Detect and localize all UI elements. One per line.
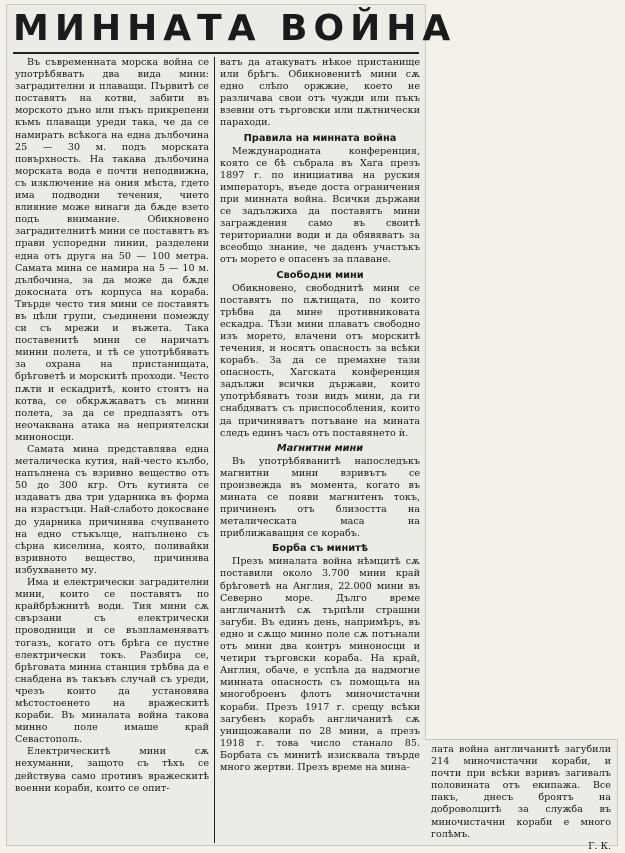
paragraph: Електрическитѣ мини сѫ нехуманни, защото съ тѣхъ се действува само противъ вражескитѣ военни кораби, които се опит- (15, 746, 209, 794)
paragraph: Въ употрѣбяванитѣ напоследъкъ магнитни мини взривътъ се произвежда въ момента, когато въ мината се появи магнитенъ токъ, причиненъ отъ близостта на металическата маса на приближаващия се корабъ. (220, 455, 420, 540)
section-title-magnetic-mines: Магнитни мини (276, 442, 364, 454)
paragraph: Има и електрически заградителни мини, които се поставятъ по крайбрѣжнитѣ води. Тия мини сѫ свързани съ електрически проводници и се възпламеняватъ тогазъ, когато отъ брѣга се пустне електрически токъ. Разбира се, брѣговата минна станция трѣбва да е снабдена въ такъвъ случай съ уреди, чрезъ които да установява мѣстостоенето на вражескитѣ кораби. Въ миналата война такова минно поле имаше край Севастополь. (15, 577, 209, 746)
article-headline: МИННАТА ВОЙНА (13, 8, 457, 49)
column-middle (220, 57, 420, 843)
clipping-continuation-sheet (425, 739, 618, 852)
column-continuation (431, 744, 611, 852)
paragraph: ватъ да атакуватъ нѣкое пристанище или брѣгъ. Обикновенитѣ мини сѫ едно слѣпо оржжие, което не различава свои отъ чужди или пъкъ взевни отъ търговски или пѫтнически параходи. (220, 57, 420, 129)
newspaper-clipping (6, 4, 618, 852)
paragraph: Самата мина представлява една металическа кутия, най-често кълбо, напълнена съ взривно вещество отъ 50 до 300 кгр. Отъ кутията се издаватъ два три ударника въ форма на израстъци. Най-слабото докосване до ударника причинява счупването на едно стъкълце, напълнено съ сѣрна киселина, която, поливайки взривното вещество, причинява избухването му. (15, 444, 209, 576)
paragraph: Презъ миналата война нѣмцитѣ сѫ поставили около 3.700 мини край брѣговетѣ на Англия, 22.000 мини въ Северно море. Дълго време англичанитѣ сѫ търпѣли страшни загуби. Въ единъ день, напримѣръ, въ едно и сѫщо минно поле сѫ потънали отъ мини два контръ миноносци и четири търговски кораба. На край, Англия, обаче, е успѣла да надмогне минната опасность съ помощьта на многоброенъ флотъ миночистачни кораби. Презъ 1917 г. срещу всѣки загубенъ корабъ англичанитѣ сѫ унищожавали по 28 мини, а презъ 1918 г. това число станало 85. Борбата съ минитѣ изисквала твърде много жертви. Презъ време на мина- (220, 556, 420, 773)
clipping-main-sheet (6, 4, 457, 846)
section-title-free-mines: Свободни мини (276, 269, 364, 281)
section-title-rules: Правила на минната война (243, 132, 397, 144)
column-left (15, 57, 209, 843)
author-signature: Г. К. (588, 840, 611, 852)
paragraph: Обикновено, свободнитѣ мини се поставятъ по пѫтищата, по които трѣбва да мине противниковата ескадра. Тѣзи мини плаватъ свободно изъ морето, влачени отъ морскитѣ течения, и носятъ опасность за всѣки корабъ. За да се премахне тази опасность, Хагската конференция задължи всички държави, които употрѣбяватъ този видъ мини, да ги снабдяватъ съ приспособления, които да причиняватъ потъване на мината следъ единъ часъ отъ поставянето ѝ. (220, 282, 420, 439)
section-title-fight-mines: Борба съ минитѣ (271, 543, 369, 555)
paragraph: Международната конференция, която се бѣ събрала въ Хага презъ 1897 г. по инициатива на руския императоръ, въеде доста ограничения при минната война. Всички държави се задължиха да поставятъ мини заграждения само въ своитѣ териториални води и да обявяватъ за всеобщо знание, че даденъ участъкъ отъ морето е опасенъ за плаване. (220, 145, 420, 266)
paragraph: лата война англичанитѣ загубили 214 миночистачни кораби, и почти при всѣки взривъ загивалъ половината отъ екипажа. Все пакъ, днесъ броятъ на доброволцитѣ за служба въ миночистачни кораби е много голѣмъ. (431, 744, 611, 840)
headline-rule (13, 52, 419, 54)
column-divider (214, 57, 215, 843)
paragraph: Въ съвременната морска война се употрѣбяватъ два вида мини: заградителни и плаващи. Първитѣ се поставятъ на котви, забити въ морското дъно или пъкъ прикрепени къмъ плаващи уреди така, че да се намиратъ всѣкога на една дълбочина 25 — 30 м. подъ морската повърхность. На такава дълбочина морската вода е почти неподвижна, съ изключение на ония мѣста, гдето има подводни течения, чието влияние може винаги да бѫде взето подъ внимание. Обикновено заградителнитѣ мини се поставятъ въ прави успоредни линии, разделени една отъ друга на 50 — 100 метра. Самата мина се намира на 5 — 10 м. дълбочина, за да може да бѫде докосната отъ корпуса на кораба. Твърде често тия мини се поставятъ въ цѣли групи, съединени помежду си съ мрежи и въжета. Така поставенитѣ мини се наричатъ минни полета, и тѣ се употрѣбяватъ за охрана на пристанищата, брѣговетѣ и морскитѣ проходи. Често пѫти и ескадритѣ, които стоятъ на котва, се обкрѫжаватъ съ минни полета, за да се предпазятъ отъ неочаквана атака на неприятелски миноносци. (15, 57, 209, 443)
